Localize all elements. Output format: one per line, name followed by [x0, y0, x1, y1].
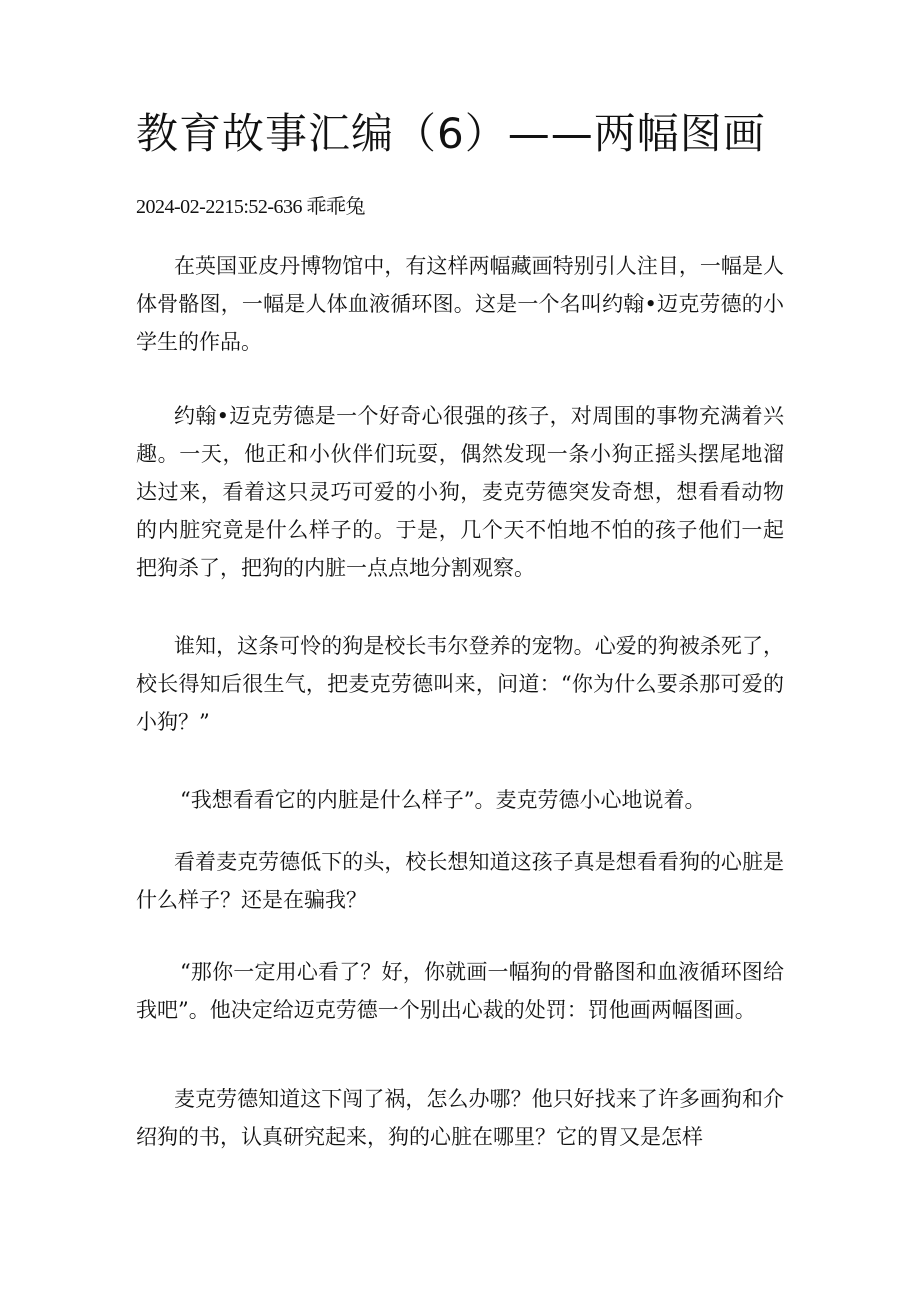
paragraph: 麦克劳德知道这下闯了祸，怎么办哪？他只好找来了许多画狗和介绍狗的书，认真研究起来，狗的心脏在哪里？它的胃又是怎样 [136, 1087, 784, 1149]
paragraph: “那你一定用心看了？好，你就画一幅狗的骨骼图和血液循环图给我吧”。他决定给迈克劳德一个别出心裁的处罚：罚他画两幅图画。 [136, 960, 784, 1022]
paragraph: 在英国亚皮丹博物馆中，有这样两幅藏画特别引人注目，一幅是人体骨骼图，一幅是人体血液循环图。这是一个名叫约翰•迈克劳德的小学生的作品。 [136, 254, 784, 354]
paragraph: 约翰•迈克劳德是一个好奇心很强的孩子，对周围的事物充满着兴趣。一天，他正和小伙伴们玩耍，偶然发现一条小狗正摇头摆尾地溜达过来，看着这只灵巧可爱的小狗，麦克劳德突发奇想，想看看动物的内脏究竟是什么样子的。于是，几个天不怕地不怕的孩子他们一起把狗杀了，把狗的内脏一点点地分割观察。 [136, 404, 784, 580]
paragraph: “我想看看它的内脏是什么样子”。麦克劳德小心地说着。 [180, 788, 706, 812]
paragraph: 谁知，这条可怜的狗是校长韦尔登养的宠物。心爱的狗被杀死了，校长得知后很生气，把麦克劳德叫来，问道：“你为什么要杀那可爱的小狗？” [136, 634, 784, 734]
page-title: 教育故事汇编（6）——两幅图画 [136, 109, 766, 158]
paragraph: 看着麦克劳德低下的头，校长想知道这孩子真是想看看狗的心脏是什么样子？还是在骗我？ [136, 850, 784, 912]
post-meta: 2024-02-2215:52-636 乖乖兔 [136, 196, 366, 218]
